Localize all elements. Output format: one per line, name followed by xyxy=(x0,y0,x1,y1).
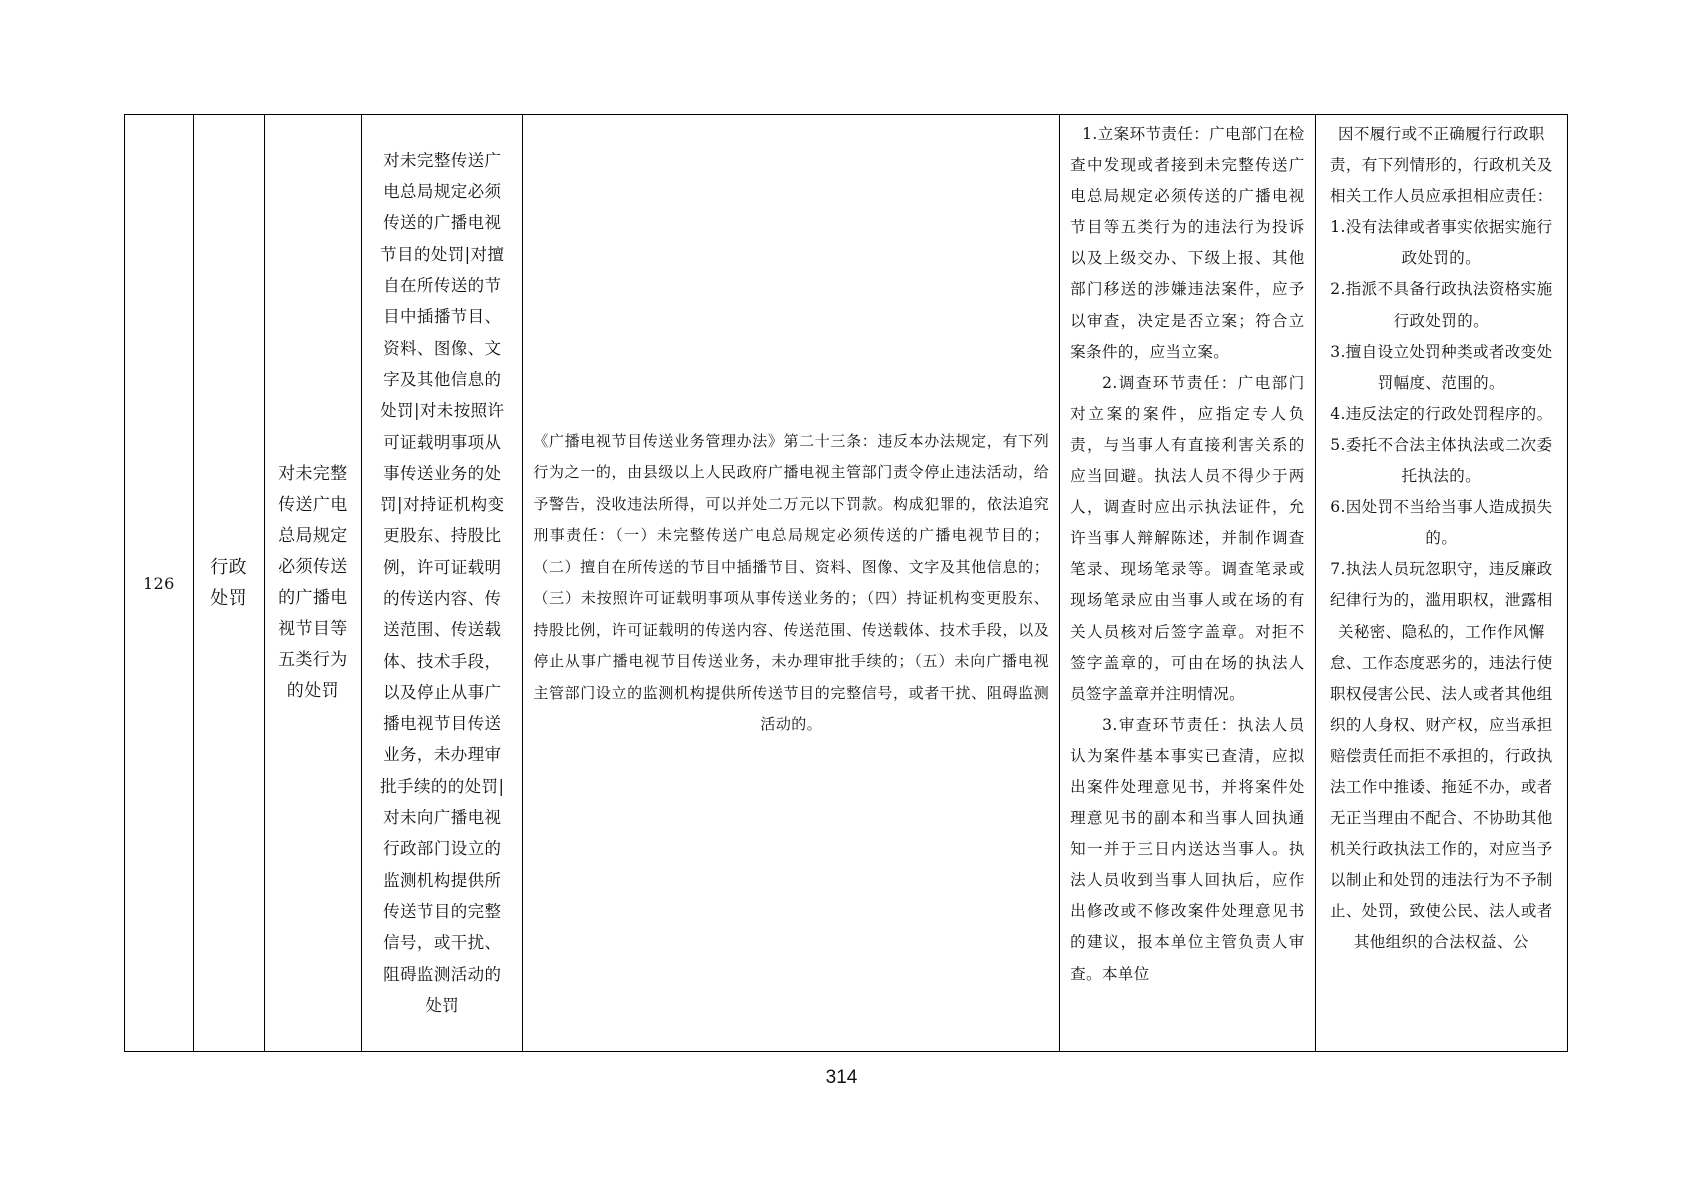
sub-items: 对未完整传送广电总局规定必须传送的广播电视节目的处罚|对擅自在所传送的节目中插播节目、资料、图像、文字及其他信息的处罚|对未按照许可证载明事项从事传送业务的处罚|对持证机构变更股东、持股比例，许可证载明的传送内容、传送范围、传送载体、技术手段，以及停止从事广播电视节目传送业务，未办理审批手续的的处罚|对未向广播电视行政部门设立的监测机构提供所传送节目的完整信号，或干扰、阻碍监测活动的处罚 xyxy=(380,150,505,1015)
power-type: 行政处罚 xyxy=(210,557,248,609)
responsibility-item: 1.立案环节责任：广电部门在检查中发现或者接到未完整传送广电总局规定必须传送的广播电视节目等五类行为的违法行为投诉以及上级交办、下级上报、其他部门移送的涉嫌违法案件，应予以审查，决定是否立案；符合立案条件的，应当立案。 xyxy=(1070,125,1305,361)
page-number: 314 xyxy=(825,1067,858,1088)
liability-item: 5.委托不合法主体执法或二次委托执法的。 xyxy=(1330,435,1553,486)
legal-basis: 《广播电视节目传送业务管理办法》第二十三条：违反本办法规定，有下列行为之一的，由县级以上人民政府广播电视主管部门责令停止违法活动，给予警告，没收违法所得，可以并处二万元以下罚款。构成犯罪的，依法追究刑事责任：（一）未完整传送广电总局规定必须传送的广播电视节目的；（二）擅自在所传送的节目中插播节目、资料、图像、文字及其他信息的；（三）未按照许可证载明事项从事传送业务的；（四）持证机构变更股东、持股比例，许可证载明的传送内容、传送范围、传送载体、技术手段，以及停止从事广播电视节目传送业务，未办理审批手续的；（五）未向广播电视主管部门设立的监测机构提供所传送节目的完整信号，或者干扰、阻碍监测活动的。 xyxy=(533,431,1050,733)
row-number: 126 xyxy=(142,573,175,593)
sub-items-cell xyxy=(362,115,523,1052)
responsibility-table xyxy=(124,114,1568,1052)
table-row xyxy=(125,115,1568,1052)
responsibility-item: 2.调查环节责任：广电部门对立案的案件，应指定专人负责，与当事人有直接利害关系的应当回避。执法人员不得少于两人，调查时应出示执法证件，允许当事人辩解陈述，并制作调查笔录、现场笔录等。调查笔录或现场笔录应由当事人或在场的有关人员核对后签字盖章。对拒不签字盖章的，可由在场的执法人员签字盖章并注明情况。 xyxy=(1070,373,1305,703)
liability-item: 1.没有法律或者事实依据实施行政处罚的。 xyxy=(1330,218,1553,268)
liability-item: 7.执法人员玩忽职守，违反廉政纪律行为的，滥用职权，泄露相关秘密、隐私的，工作作风懈怠、工作态度恶劣的，违法行使职权侵害公民、法人或者其他组织的人身权、财产权，应当承担赔偿责任而拒不承担的，行政执法工作中推诿、拖延不办，或者无正当理由不配合、不协助其他机关行政执法工作的，对应当予以制止和处罚的违法行为不予制止、处罚，致使公民、法人或者其他组织的合法权益、公 xyxy=(1330,560,1553,952)
liability-item: 6.因处罚不当给当事人造成损失的。 xyxy=(1330,498,1553,548)
responsibility-item: 3.审查环节责任：执法人员认为案件基本事实已查清，应拟出案件处理意见书，并将案件处理意见书的副本和当事人回执通知一并于三日内送达当事人。执法人员收到当事人回执后，应作出修改或不修改案件处理意见书的建议，报本单位主管负责人审查。本单位 xyxy=(1070,715,1305,983)
row-number-cell xyxy=(125,115,194,1052)
liability-item: 2.指派不具备行政执法资格实施行政处罚的。 xyxy=(1330,280,1553,330)
responsibility-text xyxy=(1060,119,1315,990)
liability-item: 因不履行或不正确履行行政职责，有下列情形的，行政机关及相关工作人员应承担相应责任： xyxy=(1330,125,1553,206)
liability-item: 4.违反法定的行政处罚程序的。 xyxy=(1330,404,1553,423)
legal-basis-cell xyxy=(523,115,1060,1052)
power-type-cell xyxy=(193,115,264,1052)
responsibility-cell xyxy=(1060,115,1316,1052)
liability-text xyxy=(1316,119,1567,959)
item-name: 对未完整传送广电总局规定必须传送的广播电视节目等五类行为的处罚 xyxy=(278,464,348,701)
liability-item: 3.擅自设立处罚种类或者改变处罚幅度、范围的。 xyxy=(1330,342,1553,392)
liability-cell xyxy=(1315,115,1567,1052)
item-name-cell xyxy=(264,115,362,1052)
